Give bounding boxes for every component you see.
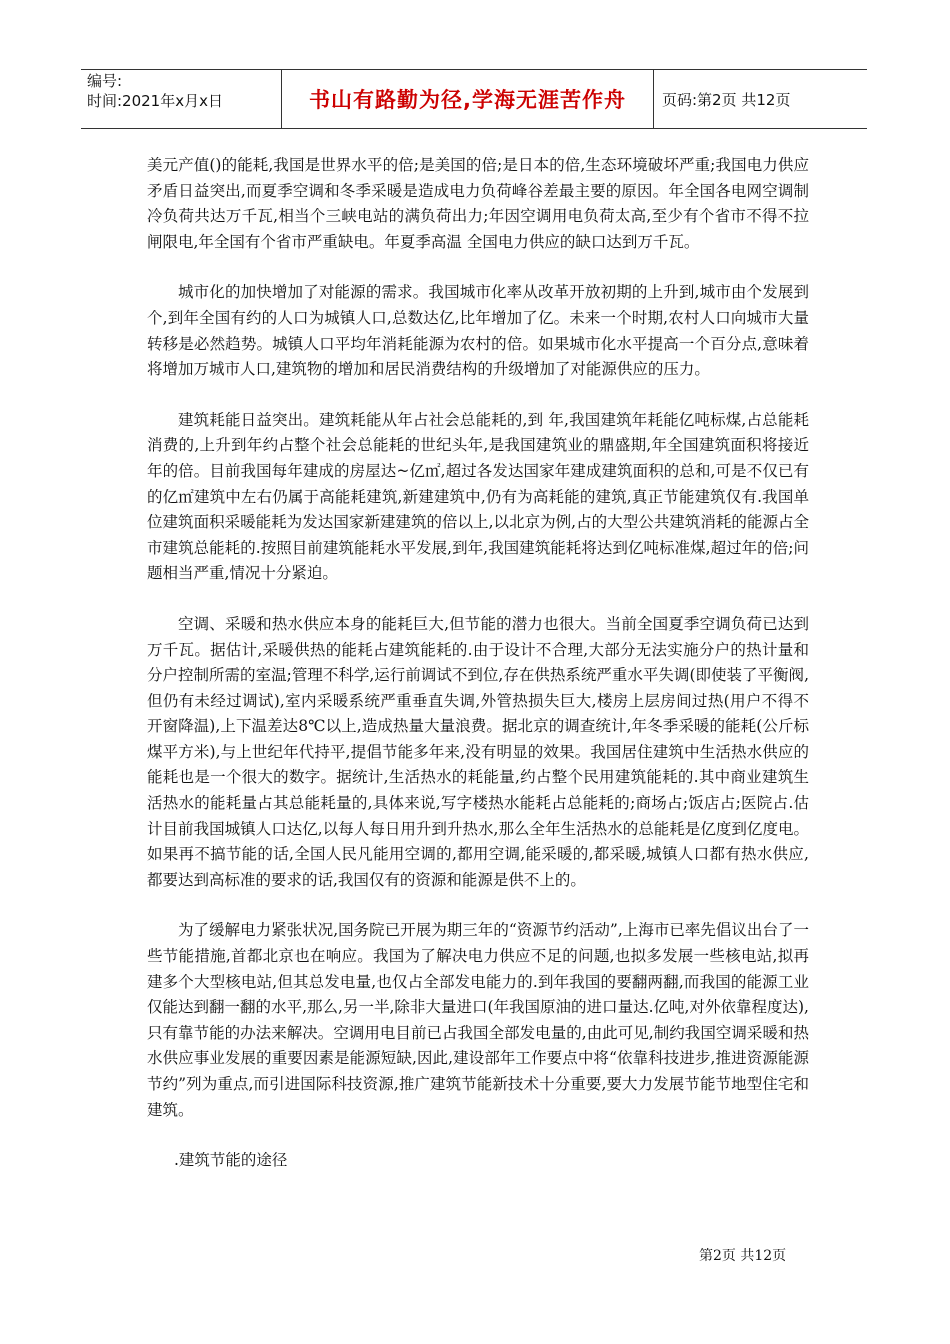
section-heading: .建筑节能的途径 [174,1151,288,1170]
page-label: 页码:第2页 共12页 [662,90,791,109]
paragraph: 城市化的加快增加了对能源的需求。我国城市化率从改革开放初期的上升到,城市由个发展到个,到年全国有约的人口为城镇人口,总数达亿,比年增加了亿。未来一个时期,农村人口向城市大量转移是必然趋势。城镇人口平均年消耗能源为农村的倍。如果城市化水平提高一个百分点,意味着将增加万城市人口,建筑物的增加和居民消费结构的升级增加了对能源供应的压力。 [147,283,809,379]
paragraph: 美元产值()的能耗,我国是世界水平的倍;是美国的倍;是日本的倍,生态环境破坏严重;我国电力供应矛盾日益突出,而夏季空调和冬季采暖是造成电力负荷峰谷差最主要的原因。年全国各电网空调制冷负荷共达万千瓦,相当个三峡电站的满负荷出力;年因空调用电负荷太高,至少有个省市不得不拉闸限电,年全国有个省市严重缺电。年夏季高温 全国电力供应的缺口达到万千瓦。 [147,156,809,251]
document-body [147,153,809,1174]
page-header [81,69,867,129]
number-label: 编号: [87,72,123,90]
header-page-cell [654,70,867,128]
page-footer: 第2页 共12页 [699,1248,787,1264]
motto-text: 书山有路勤为径,学海无涯苦作舟 [309,88,626,112]
paragraph: 建筑耗能日益突出。建筑耗能从年占社会总能耗的,到 年,我国建筑年耗能亿吨标煤,占总能耗消费的,上升到年约占整个社会总能耗的世纪头年,是我国建筑业的鼎盛期,年全国建筑面积将接近年的倍。目前我国每年建成的房屋达~亿㎡,超过各发达国家年建成建筑面积的总和,可是不仅已有的亿㎡建筑中左右仍属于高能耗建筑,新建建筑中,仍有为高耗能的建筑,真正节能建筑仅有.我国单位建筑面积采暖能耗为发达国家新建建筑的倍以上,以北京为例,占的大型公共建筑消耗的能源占全市建筑总能耗的.按照目前建筑能耗水平发展,到年,我国建筑能耗将达到亿吨标准煤,超过年的倍;问题相当严重,情况十分紧迫。 [147,410,809,583]
header-meta [81,70,281,128]
paragraph: 为了缓解电力紧张状况,国务院已开展为期三年的“资源节约活动”,上海市已率先倡议出台了一些节能措施,首都北京也在响应。我国为了解决电力供应不足的问题,也拟多发展一些核电站,拟再建多个大型核电站,但其总发电量,也仅占全部发电能力的.到年我国的要翻两翻,而我国的能源工业仅能达到翻一翻的水平,那么,另一半,除非大量进口(年我国原油的进口量达.亿吨,对外依靠程度达),只有靠节能的办法来解决。空调用电目前已占我国全部发电量的,由此可见,制约我国空调采暖和热水供应事业发展的重要因素是能源短缺,因此,建设部年工作要点中将“依靠科技进步,推进资源能源节约”列为重点,而引进国际科技资源,推广建筑节能新技术十分重要,要大力发展节能节地型住宅和建筑。 [147,921,809,1119]
paragraph: 空调、采暖和热水供应本身的能耗巨大,但节能的潜力也很大。当前全国夏季空调负荷已达到万千瓦。据估计,采暖供热的能耗占建筑能耗的.由于设计不合理,大部分无法实施分户的热计量和分户控制所需的室温;管理不科学,运行前调试不到位,存在供热系统严重水平失调(即使装了平衡阀,但仍有未经过调试),室内采暖系统严重垂直失调,外管热损失巨大,楼房上层房间过热(用户不得不开窗降温),上下温差达8℃以上,造成热量大量浪费。据北京的调查统计,年冬季采暖的能耗(公斤标煤平方米),与上世纪年代持平,提倡节能多年来,没有明显的效果。我国居住建筑中生活热水供应的能耗也是一个很大的数字。据统计,生活热水的耗能量,约占整个民用建筑能耗的.其中商业建筑生活热水的能耗量占其总能耗量的,具体来说,写字楼热水能耗占总能耗的;商场占;饭店占;医院占.估计目前我国城镇人口达亿,以每人每日用升到升热水,那么全年生活热水的总能耗是亿度到亿度电。如果再不搞节能的话,全国人民凡能用空调的,都用空调,能采暖的,都采暖,城镇人口都有热水供应,都要达到高标准的要求的话,我国仅有的资源和能源是供不上的。 [147,614,809,889]
time-label: 时间:2021年x月x日 [87,92,223,110]
header-motto-cell [281,70,654,128]
